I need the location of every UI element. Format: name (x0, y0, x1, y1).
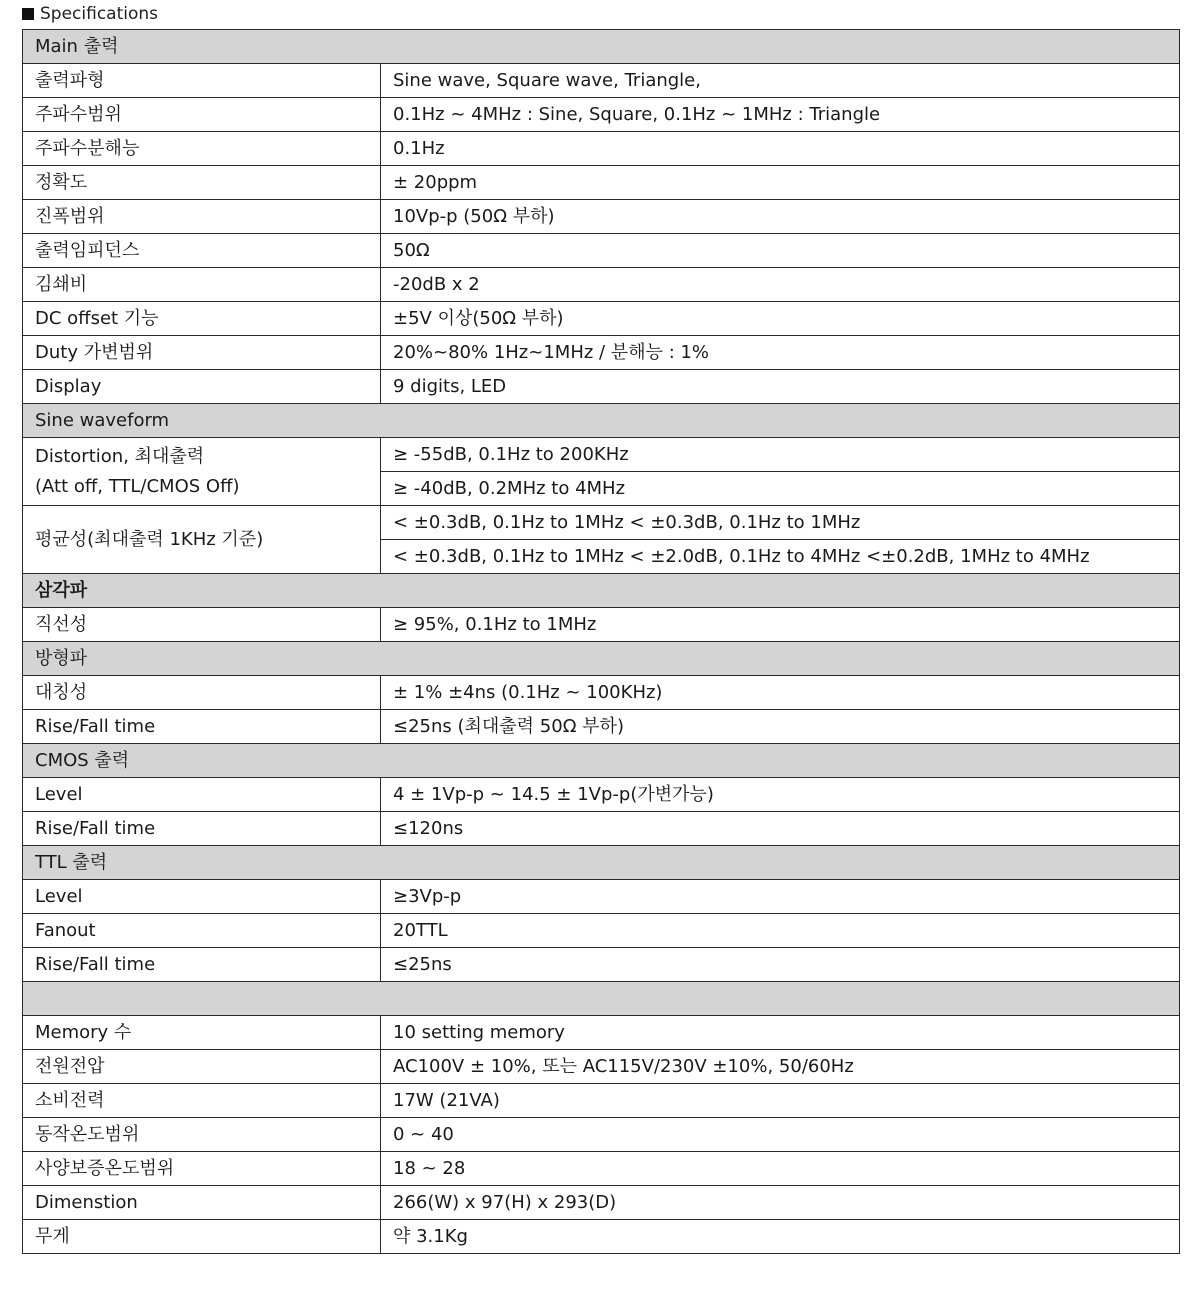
spec-value: 18 ~ 28 (381, 1152, 1180, 1186)
table-row (23, 98, 1180, 132)
spec-value: -20dB x 2 (381, 268, 1180, 302)
spec-label: 대칭성 (23, 676, 381, 710)
spec-label: 소비전력 (23, 1084, 381, 1118)
spec-label: Dimenstion (23, 1186, 381, 1220)
spec-label: DC offset 기능 (23, 302, 381, 336)
table-row (23, 608, 1180, 642)
spec-label: Rise/Fall time (23, 948, 381, 982)
specifications-title: Specifications (40, 4, 159, 24)
section-header-general (23, 982, 1180, 1016)
spec-value: ≥ -40dB, 0.2MHz to 4MHz (381, 472, 1180, 506)
spec-value: ≥ 95%, 0.1Hz to 1MHz (381, 608, 1180, 642)
specifications-heading (22, 2, 158, 26)
spec-label: 전원전압 (23, 1050, 381, 1084)
table-row (23, 132, 1180, 166)
spec-value: 0.1Hz ~ 4MHz : Sine, Square, 0.1Hz ~ 1MHz : Triangle (381, 98, 1180, 132)
spec-label: 출력파형 (23, 64, 381, 98)
spec-value: 4 ± 1Vp-p ~ 14.5 ± 1Vp-p(가변가능) (381, 778, 1180, 812)
section-header-triangle (23, 574, 1180, 608)
spec-label: 동작온도범위 (23, 1118, 381, 1152)
spec-label: 정확도 (23, 166, 381, 200)
section-title-main: Main 출력 (23, 30, 1180, 64)
spec-value: Sine wave, Square wave, Triangle, (381, 64, 1180, 98)
section-header-square (23, 642, 1180, 676)
table-row (23, 64, 1180, 98)
spec-value: ±5V 이상(50Ω 부하) (381, 302, 1180, 336)
table-row (23, 880, 1180, 914)
spec-label: Display (23, 370, 381, 404)
table-row (23, 506, 1180, 540)
spec-value: 약 3.1Kg (381, 1220, 1180, 1254)
spec-value: 10Vp-p (50Ω 부하) (381, 200, 1180, 234)
black-square-icon (22, 8, 34, 20)
spec-value: 0.1Hz (381, 132, 1180, 166)
spec-label: Memory 수 (23, 1016, 381, 1050)
table-row (23, 1186, 1180, 1220)
spec-value: < ±0.3dB, 0.1Hz to 1MHz < ±2.0dB, 0.1Hz to 4MHz <±0.2dB, 1MHz to 4MHz (381, 540, 1180, 574)
spec-value: 0 ~ 40 (381, 1118, 1180, 1152)
spec-label: 사양보증온도범위 (23, 1152, 381, 1186)
spec-label: Duty 가변범위 (23, 336, 381, 370)
table-row (23, 1084, 1180, 1118)
table-row (23, 948, 1180, 982)
spec-value: 20%~80% 1Hz~1MHz / 분해능 : 1% (381, 336, 1180, 370)
table-row (23, 1220, 1180, 1254)
table-row (23, 370, 1180, 404)
specifications-table (22, 29, 1180, 1254)
table-row (23, 1152, 1180, 1186)
spec-value: ≥ -55dB, 0.1Hz to 200KHz (381, 438, 1180, 472)
spec-value: 266(W) x 97(H) x 293(D) (381, 1186, 1180, 1220)
table-row (23, 438, 1180, 472)
spec-value: 10 setting memory (381, 1016, 1180, 1050)
section-title-general (23, 982, 1180, 1016)
spec-value: ≤120ns (381, 812, 1180, 846)
table-row (23, 1118, 1180, 1152)
table-row (23, 234, 1180, 268)
table-row (23, 200, 1180, 234)
table-row (23, 336, 1180, 370)
spec-label: 주파수범위 (23, 98, 381, 132)
table-row (23, 778, 1180, 812)
spec-value: < ±0.3dB, 0.1Hz to 1MHz < ±0.3dB, 0.1Hz to 1MHz (381, 506, 1180, 540)
spec-label: 주파수분해능 (23, 132, 381, 166)
spec-value: 20TTL (381, 914, 1180, 948)
table-row (23, 676, 1180, 710)
section-title-sine: Sine waveform (23, 404, 1180, 438)
flatness-label: 평균성(최대출력 1KHz 기준) (23, 506, 381, 574)
table-row (23, 166, 1180, 200)
spec-label: 출력임피던스 (23, 234, 381, 268)
section-header-sine (23, 404, 1180, 438)
table-row (23, 812, 1180, 846)
table-row (23, 302, 1180, 336)
spec-label: Level (23, 880, 381, 914)
section-header-ttl (23, 846, 1180, 880)
spec-value: 17W (21VA) (381, 1084, 1180, 1118)
spec-value: ± 1% ±4ns (0.1Hz ~ 100KHz) (381, 676, 1180, 710)
table-row (23, 914, 1180, 948)
spec-label: 진폭범위 (23, 200, 381, 234)
spec-value: ≤25ns (381, 948, 1180, 982)
table-row (23, 268, 1180, 302)
distortion-label (23, 438, 381, 506)
table-row (23, 1050, 1180, 1084)
distortion-label-line2: (Att off, TTL/CMOS Off) (35, 475, 240, 497)
spec-value: ≤25ns (최대출력 50Ω 부하) (381, 710, 1180, 744)
spec-label: 무게 (23, 1220, 381, 1254)
spec-label: 김쇄비 (23, 268, 381, 302)
table-row (23, 710, 1180, 744)
spec-value: AC100V ± 10%, 또는 AC115V/230V ±10%, 50/60Hz (381, 1050, 1180, 1084)
spec-value: ± 20ppm (381, 166, 1180, 200)
section-header-main (23, 30, 1180, 64)
section-header-cmos (23, 744, 1180, 778)
spec-label: 직선성 (23, 608, 381, 642)
spec-value: ≥3Vp-p (381, 880, 1180, 914)
section-title-square: 방형파 (23, 642, 1180, 676)
table-row (23, 1016, 1180, 1050)
section-title-cmos: CMOS 출력 (23, 744, 1180, 778)
spec-value: 50Ω (381, 234, 1180, 268)
distortion-label-line1: Distortion, 최대출력 (35, 445, 205, 467)
section-title-triangle: 삼각파 (23, 574, 1180, 608)
spec-label: Rise/Fall time (23, 812, 381, 846)
spec-label: Rise/Fall time (23, 710, 381, 744)
spec-label: Level (23, 778, 381, 812)
spec-value: 9 digits, LED (381, 370, 1180, 404)
section-title-ttl: TTL 출력 (23, 846, 1180, 880)
spec-label: Fanout (23, 914, 381, 948)
